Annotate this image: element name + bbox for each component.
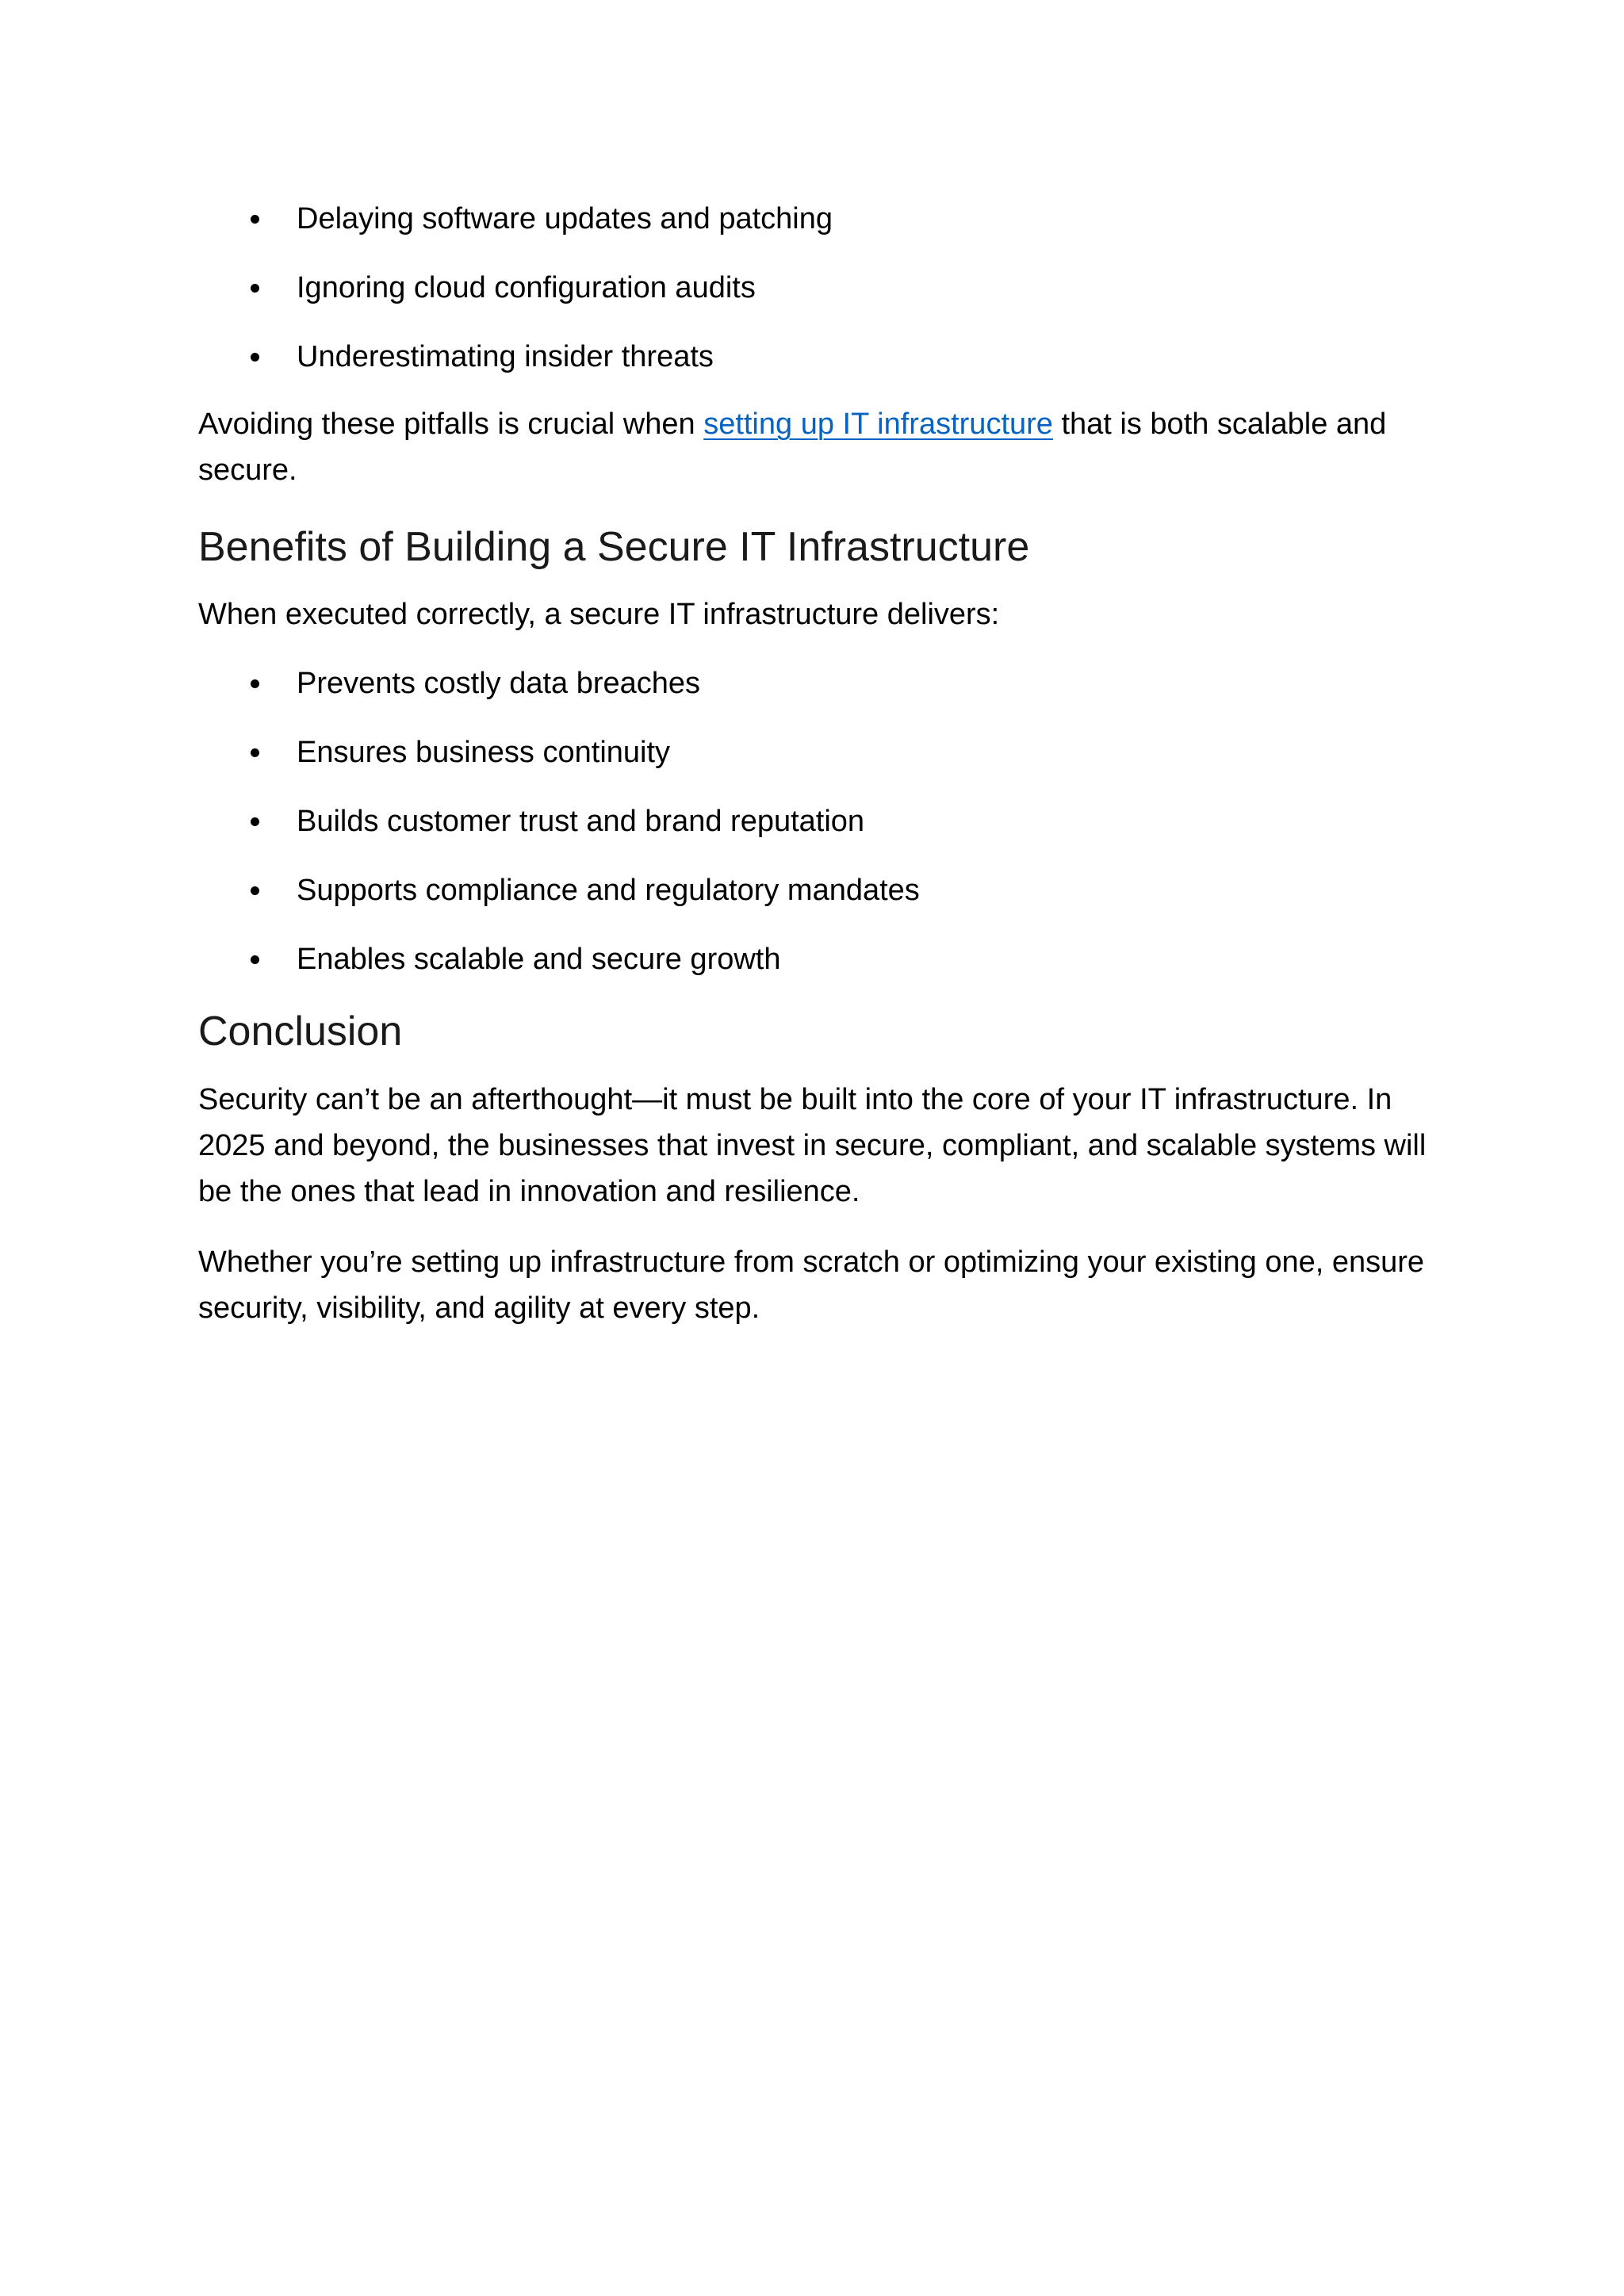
bullet-icon xyxy=(251,886,259,895)
list-item-text: Builds customer trust and brand reputation xyxy=(297,805,865,838)
infrastructure-setup-link[interactable]: setting up IT infrastructure xyxy=(703,408,1053,441)
bullet-icon xyxy=(251,748,259,757)
list-item-text: Ignoring cloud configuration audits xyxy=(297,271,756,304)
bullet-icon xyxy=(251,679,259,688)
paragraph-text: that is both scalable and secure. xyxy=(198,408,1387,487)
conclusion-paragraph: Whether you’re setting up infrastructure from scratch or optimizing your existing one, ensure security, visibility, and agility at every step. xyxy=(198,1246,1425,1325)
bullet-icon xyxy=(251,817,259,826)
list-item-text: Prevents costly data breaches xyxy=(297,667,701,700)
list-item-text: Supports compliance and regulatory mandates xyxy=(297,874,920,907)
bullet-icon xyxy=(251,284,259,293)
list-item-text: Enables scalable and secure growth xyxy=(297,943,781,976)
bullet-icon xyxy=(251,353,259,362)
conclusion-heading: Conclusion xyxy=(198,1008,403,1054)
bullet-icon xyxy=(251,955,259,964)
list-item-text: Ensures business continuity xyxy=(297,736,671,769)
bullet-icon xyxy=(251,215,259,224)
list-item-text: Underestimating insider threats xyxy=(297,340,714,373)
paragraph-text: Avoiding these pitfalls is crucial when xyxy=(198,408,704,441)
benefits-heading: Benefits of Building a Secure IT Infrastructure xyxy=(198,524,1030,570)
conclusion-paragraph: Security can’t be an afterthought—it must be built into the core of your IT infrastructure. In 2025 and beyond, the businesses that invest in secure, compliant, and scalable systems will be the ones that lead in innovation and resilience. xyxy=(198,1083,1427,1208)
list-item-text: Delaying software updates and patching xyxy=(297,202,833,235)
benefits-intro: When executed correctly, a secure IT infrastructure delivers: xyxy=(198,598,1000,631)
pitfalls-paragraph xyxy=(198,401,1435,493)
